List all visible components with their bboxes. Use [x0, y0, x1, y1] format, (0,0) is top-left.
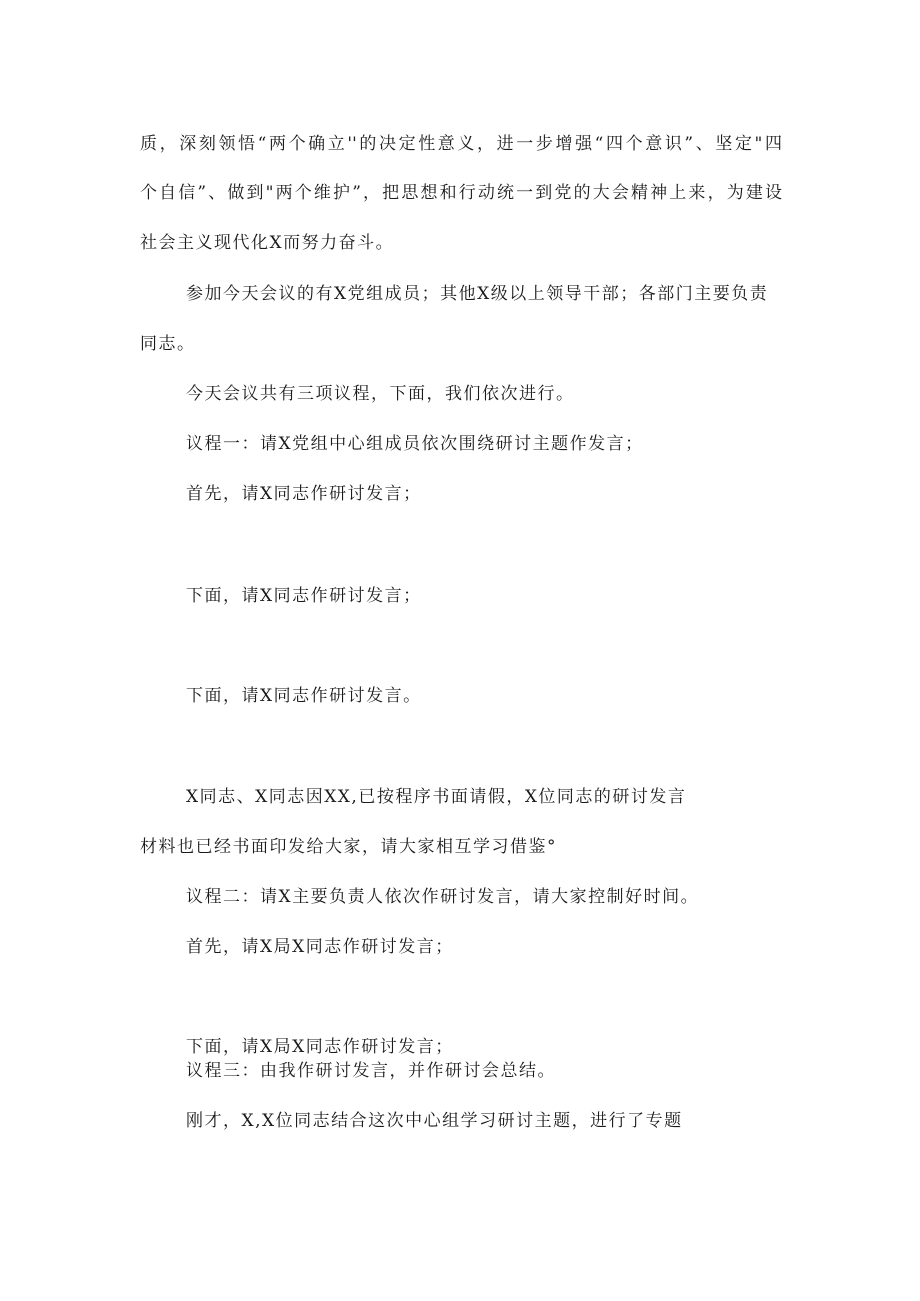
agenda-intro: 今天会议共有三项议程，下面，我们依次进行。 [186, 384, 575, 404]
agenda-item-1: 议程一：请X党组中心组成员依次围绕研讨主题作发言； [186, 434, 644, 454]
paragraph-line-2: 个自信”、做到"两个维护”，把思想和行动统一到党的大会精神上来，为建设 [140, 183, 782, 203]
attendees-line-2: 同志。 [140, 334, 196, 354]
attendees-line-1: 参加今天会议的有X党组成员；其他X级以上领导干部；各部门主要负责 [186, 284, 769, 304]
summary-line-1: 刚才，X,X位同志结合这次中心组学习研讨主题，进行了专题 [186, 1111, 683, 1131]
speaker-line-3: 下面，请X同志作研讨发言。 [186, 686, 422, 706]
speaker-line-2: 下面，请X同志作研讨发言； [186, 586, 422, 606]
leave-note-line-1: X同志、X同志因XX,已按程序书面请假，X位同志的研讨发言 [186, 787, 687, 807]
paragraph-line-3: 社会主义现代化X而努力奋斗。 [140, 233, 395, 253]
agenda-item-2: 议程二：请X主要负责人依次作研讨发言，请大家控制好时间。 [186, 887, 700, 907]
speaker-line-1: 首先，请X同志作研讨发言； [186, 484, 422, 504]
paragraph-line-1: 质，深刻领悟“两个确立''的决定性意义，进一步增强“四个意识”、坚定"四 [140, 134, 782, 154]
speaker-line-5: 下面，请X局X同志作研讨发言； [186, 1037, 454, 1057]
agenda-item-3: 议程三：由我作研讨发言，并作研讨会总结。 [186, 1061, 556, 1081]
speaker-line-4: 首先，请X局X同志作研讨发言； [186, 937, 454, 957]
leave-note-line-2: 材料也已经书面印发给大家，请大家相互学习借鉴° [140, 837, 557, 857]
